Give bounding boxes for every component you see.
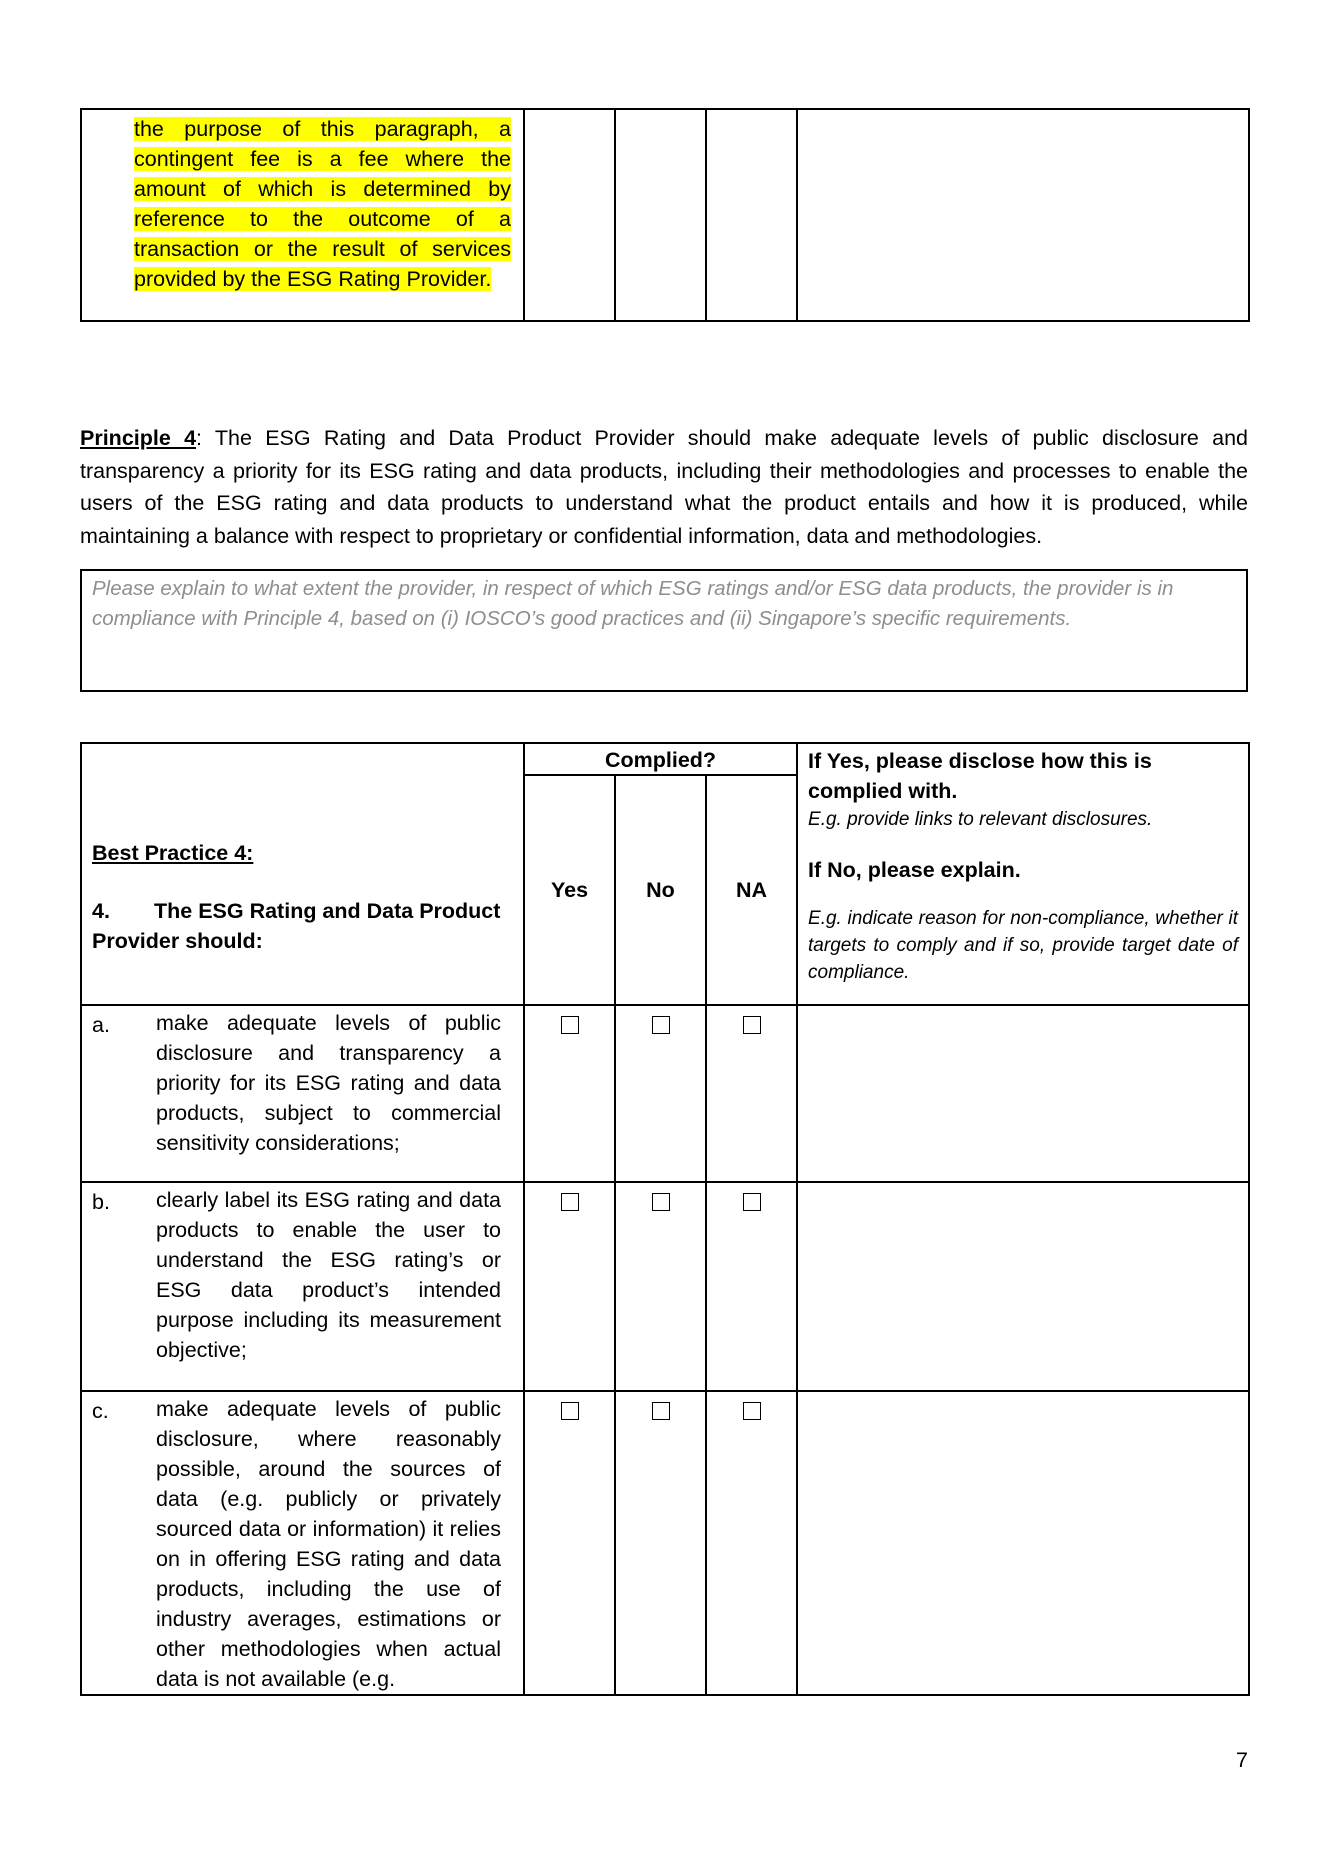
best-practice-heading: Best Practice 4: [92,841,254,865]
checkbox-a-na[interactable] [743,1016,761,1034]
column-header-no: No [615,775,706,1005]
checkbox-cell-yes [524,1182,615,1391]
best-practice-table [80,742,1250,1696]
page-number: 7 [1236,1748,1248,1772]
comment-cell-c[interactable] [797,1391,1249,1695]
checkbox-b-no[interactable] [652,1193,670,1211]
previous-yes-cell [524,109,615,321]
item-letter: a. [92,1013,110,1037]
previous-na-cell [706,109,797,321]
principle-label: Principle 4 [80,426,197,450]
table-row [81,1391,1249,1695]
previous-practice-table [80,108,1250,322]
no-disclosure-heading: If No, please explain. [808,858,1021,882]
yes-disclosure-heading: If Yes, please disclose how this is complied with. [808,749,1152,803]
checkbox-cell-no [615,1182,706,1391]
explanation-placeholder: Please explain to what extent the provider, in respect of which ESG ratings and/or ESG data products, the provider is in compliance with Principle 4, based on (i) IOSCO’s good practices and (ii) Singapore’s specific requirements. [92,577,1174,630]
item-letter: b. [92,1190,110,1214]
principle-paragraph [80,422,1248,552]
checkbox-cell-yes [524,1005,615,1182]
checkbox-b-na[interactable] [743,1193,761,1211]
principle-text: : The ESG Rating and Data Product Provider should make adequate levels of public disclosure and transparency a priority for its ESG rating and data products, including their methodologies and processes to enable the users of the ESG rating and data products to understand what the product entails and how it is produced, while maintaining a balance with respect to proprietary or confidential information, data and methodologies. [80,426,1248,548]
complied-header: Complied? [524,743,797,775]
previous-item-text-cell [81,109,524,321]
best-practice-number: 4. [92,899,110,923]
checkbox-cell-yes [524,1391,615,1695]
previous-no-cell [615,109,706,321]
item-cell-a [81,1005,524,1182]
best-practice-intro: The ESG Rating and Data Product Provider should: [92,899,501,953]
highlighted-text: the purpose of this paragraph, a contingent fee is a fee where the amount of which is determined by reference to the outcome of a transaction or the result of services provided by the ESG Rating Provider. [134,117,511,291]
checkbox-c-yes[interactable] [561,1402,579,1420]
item-cell-b [81,1182,524,1391]
previous-comment-cell[interactable] [797,109,1249,321]
item-text: make adequate levels of public disclosure and transparency a priority for its ESG rating and data products, subject to commercial sensitivity considerations; [156,1011,501,1155]
item-cell-c [81,1391,524,1695]
checkbox-b-yes[interactable] [561,1193,579,1211]
checkbox-c-no[interactable] [652,1402,670,1420]
item-text: make adequate levels of public disclosure, where reasonably possible, around the sources of data (e.g. publicly or privately sourced data or information) it relies on in offering ESG rating and data products, including the use of industry averages, estimations or other methodologies when actual data is not available (e.g. [156,1397,501,1691]
checkbox-cell-na [706,1391,797,1695]
checkbox-cell-na [706,1182,797,1391]
comment-cell-a[interactable] [797,1005,1249,1182]
checkbox-cell-na [706,1005,797,1182]
checkbox-cell-no [615,1005,706,1182]
table-row [81,1005,1249,1182]
table-row [81,1182,1249,1391]
best-practice-title-cell [81,743,524,1005]
checkbox-a-yes[interactable] [561,1016,579,1034]
explanation-box[interactable] [80,569,1248,692]
checkbox-a-no[interactable] [652,1016,670,1034]
column-header-yes: Yes [524,775,615,1005]
no-disclosure-example: E.g. indicate reason for non-compliance, whether it targets to comply and if so, provide target date of compliance. [808,908,1239,983]
disclosure-header-cell [797,743,1249,1005]
item-letter: c. [92,1399,109,1423]
item-text: clearly label its ESG rating and data products to enable the user to understand the ESG rating’s or ESG data product’s intended purpose including its measurement objective; [156,1188,501,1362]
column-header-na: NA [706,775,797,1005]
yes-disclosure-example: E.g. provide links to relevant disclosures. [808,809,1153,830]
checkbox-c-na[interactable] [743,1402,761,1420]
checkbox-cell-no [615,1391,706,1695]
comment-cell-b[interactable] [797,1182,1249,1391]
